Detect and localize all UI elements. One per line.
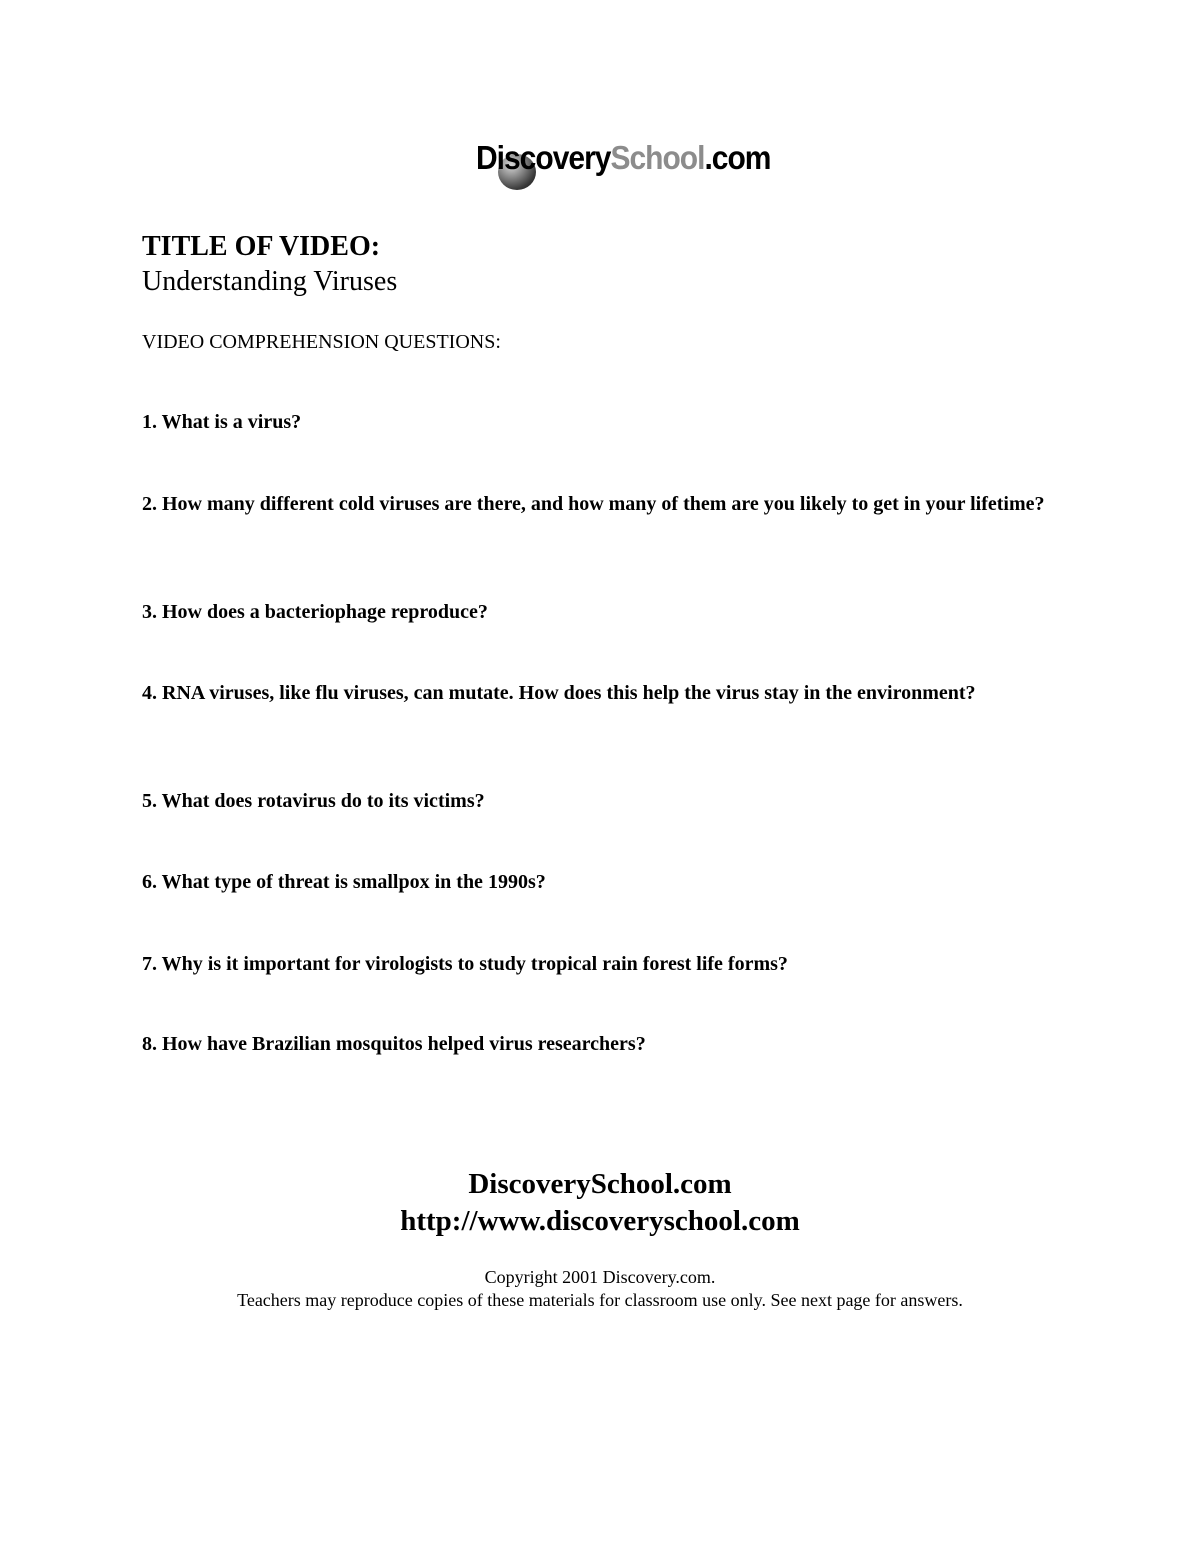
- question-4: 4. RNA viruses, like flu viruses, can mutate. How does this help the virus stay in the environment?: [142, 682, 976, 704]
- usage-notice: Teachers may reproduce copies of these materials for classroom use only. See next page for answers.: [237, 1290, 963, 1310]
- video-title: Understanding Viruses: [142, 266, 398, 297]
- question-6: 6. What type of threat is smallpox in the 1990s?: [142, 871, 546, 893]
- footer-site-name: DiscoverySchool.com: [468, 1168, 732, 1200]
- logo-text-com: .com: [704, 140, 771, 177]
- question-5: 5. What does rotavirus do to its victims?: [142, 790, 485, 812]
- question-3: 3. How does a bacteriophage reproduce?: [142, 601, 488, 623]
- copyright-notice: Copyright 2001 Discovery.com.: [484, 1267, 716, 1287]
- question-1: 1. What is a virus?: [142, 411, 302, 433]
- logo-text-school: School: [610, 140, 705, 177]
- logo-wordmark: [476, 140, 770, 178]
- question-7: 7. Why is it important for virologists to study tropical rain forest life forms?: [142, 953, 788, 975]
- questions-heading: VIDEO COMPREHENSION QUESTIONS:: [142, 331, 501, 353]
- question-8: 8. How have Brazilian mosquitos helped virus researchers?: [142, 1033, 646, 1055]
- title-label: TITLE OF VIDEO:: [142, 231, 381, 262]
- discoveryschool-logo: [476, 138, 771, 194]
- question-2: 2. How many different cold viruses are there, and how many of them are you likely to get in your lifetime?: [142, 493, 1045, 515]
- footer-url: http://www.discoveryschool.com: [400, 1205, 800, 1237]
- logo-text-discovery: Discovery: [476, 140, 611, 177]
